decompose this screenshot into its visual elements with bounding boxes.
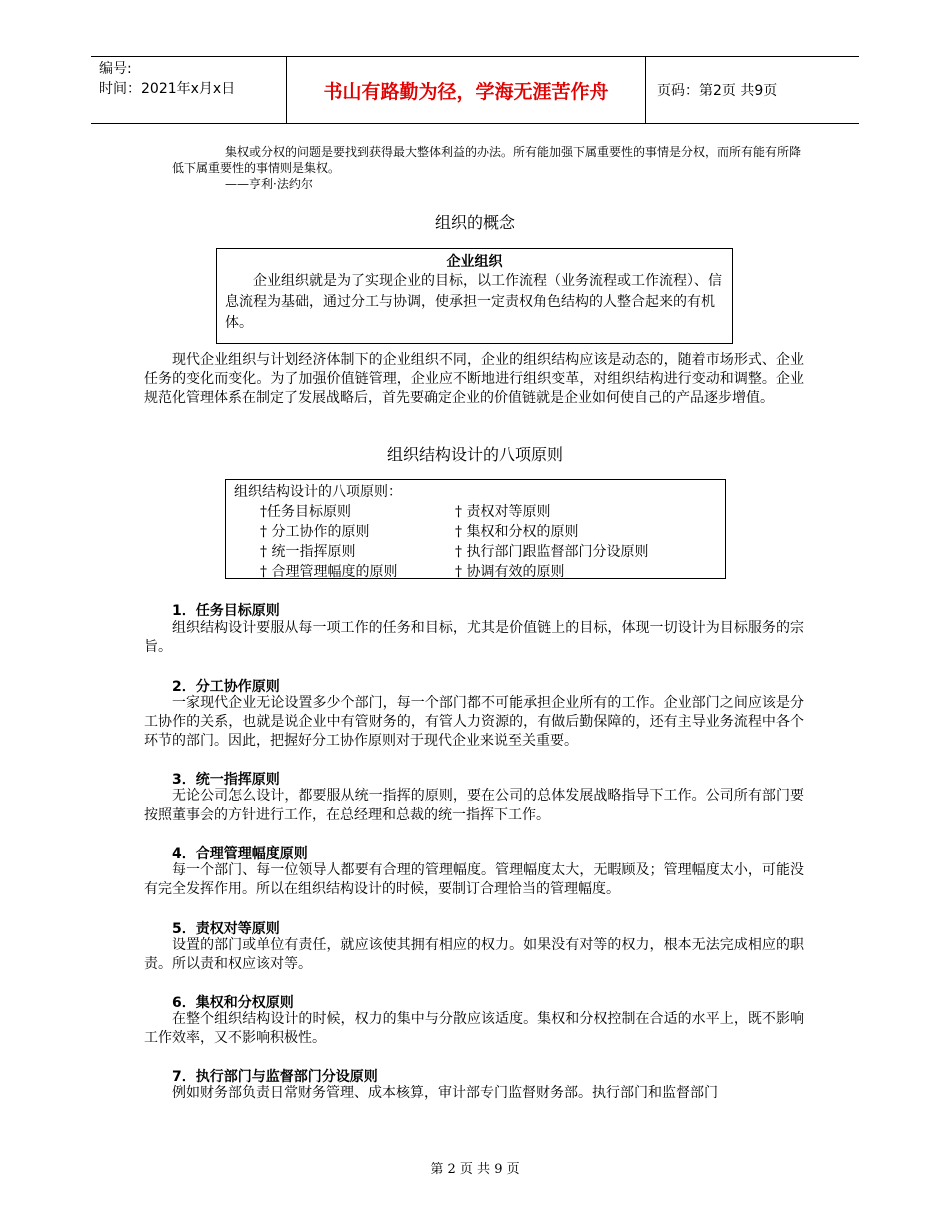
item-title: 2．分工协作原则 [172, 679, 280, 695]
item-body: 一家现代企业无论设置多少个部门，每一个部门都不可能承担企业所有的工作。企业部门之间应该是分工协作的关系，也就是说企业中有管财务的，有管人力资源的，有做后勤保障的，还有主导业务流程中各个环节的部门。因此，把握好分工协作原则对于现代企业来说至关重要。 [144, 695, 804, 749]
header-page-info: 页码：第2页 共9页 [657, 83, 778, 99]
principle-item: † 合理管理幅度的原则 [260, 564, 398, 580]
quote-text: 集权或分权的问题是要找到获得最大整体利益的办法。所有能加强下属重要性的事情是分权，而所有能有所降低下属重要性的事情则是集权。 [172, 145, 802, 175]
epigraph [172, 144, 812, 192]
item-title: 3．统一指挥原则 [172, 772, 280, 788]
page-header [91, 56, 859, 124]
item-title: 1．任务目标原则 [172, 603, 280, 619]
principle-item: † 集权和分权的原则 [455, 524, 579, 540]
time-label: 时间：2021年x月x日 [99, 81, 236, 97]
definition-body: 企业组织就是为了实现企业的目标，以工作流程（业务流程或工作流程）、信息流程为基础，通过分工与协调，使承担一定责权角色结构的人整合起来的有机体。 [225, 273, 722, 331]
principle-item: † 统一指挥原则 [260, 544, 356, 560]
item-body: 在整个组织结构设计的时候，权力的集中与分散应该适度。集权和分权控制在合适的水平上，既不影响工作效率，又不影响积极性。 [144, 1011, 804, 1046]
quote-author: ——亨利·法约尔 [225, 177, 313, 191]
item-body: 设置的部门或单位有责任，就应该使其拥有相应的权力。如果没有对等的权力，根本无法完成相应的职责。所以责和权应该对等。 [144, 937, 804, 972]
number-label: 编号: [99, 61, 132, 77]
item-body: 例如财务部负责日常财务管理、成本核算，审计部专门监督财务部。执行部门和监督部门 [172, 1085, 718, 1101]
item-body: 无论公司怎么设计，都要服从统一指挥的原则，要在公司的总体发展战略指导下工作。公司所有部门要按照董事会的方针进行工作，在总经理和总裁的统一指挥下工作。 [144, 788, 804, 823]
definition-title: 企业组织 [446, 254, 503, 270]
principle-item: † 执行部门跟监督部门分设原则 [455, 544, 649, 560]
principle-item: † 协调有效的原则 [455, 564, 565, 580]
header-motto: 书山有路勤为径，学海无涯苦作舟 [286, 57, 646, 123]
item-title: 7．执行部门与监督部门分设原则 [172, 1069, 378, 1085]
item-title: 4．合理管理幅度原则 [172, 846, 308, 862]
concept-paragraph: 现代企业组织与计划经济体制下的企业组织不同，企业的组织结构应该是动态的，随着市场形式、企业任务的变化而变化。为了加强价值链管理，企业应不断地进行组织变革，对组织结构进行变动和调整。企业规范化管理体系在制定了发展战略后，首先要确定企业的价值链就是企业如何使自己的产品逐步增值。 [144, 352, 804, 406]
section-heading-concept: 组织的概念 [434, 213, 515, 232]
section-heading-principles: 组织结构设计的八项原则 [386, 445, 563, 464]
principles-box [225, 479, 726, 579]
item-body: 每一个部门、每一位领导人都要有合理的管理幅度。管理幅度太大，无暇顾及；管理幅度太小，可能没有完全发挥作用。所以在组织结构设计的时候，要制订合理恰当的管理幅度。 [144, 862, 804, 897]
header-meta [99, 59, 235, 99]
principles-grid [234, 502, 717, 582]
page-footer: 第 2 页 共 9 页 [430, 1162, 520, 1177]
item-title: 6．集权和分权原则 [172, 995, 294, 1011]
definition-box [216, 248, 733, 344]
item-body: 组织结构设计要服从每一项工作的任务和目标，尤其是价值链上的目标，体现一切设计为目标服务的宗旨。 [144, 620, 804, 655]
principle-item: †任务目标原则 [260, 504, 351, 520]
principles-intro: 组织结构设计的八项原则： [234, 484, 402, 500]
principle-item: † 分工协作的原则 [260, 524, 370, 540]
item-title: 5．责权对等原则 [172, 921, 280, 937]
principle-item: † 责权对等原则 [455, 504, 551, 520]
